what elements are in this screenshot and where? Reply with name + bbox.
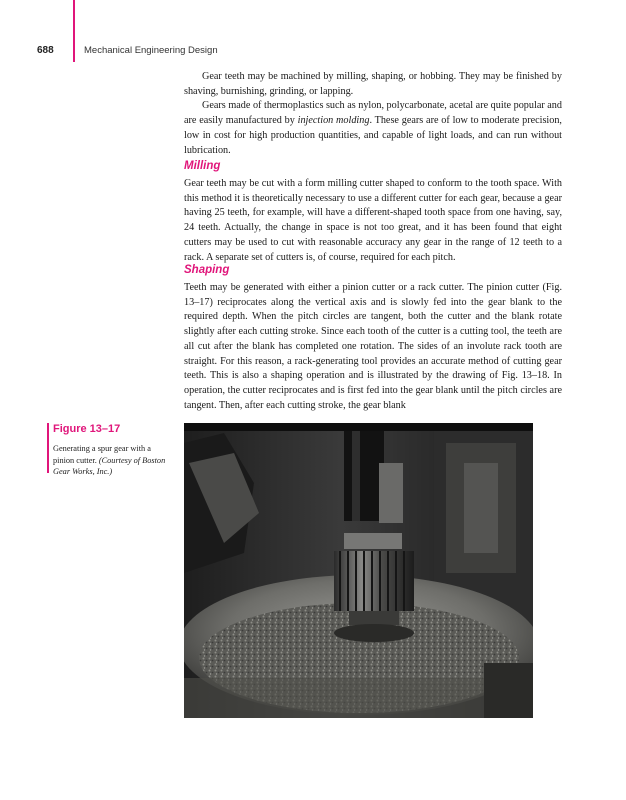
milling-text <box>184 177 562 265</box>
intro-p2-start: Gears made of thermoplastics such as nylon, polycarbonate, acetal are quite popular and are easily manufactured by <box>184 100 562 127</box>
figure-label: Figure 13–17 <box>53 423 121 435</box>
section-heading-shaping: Shaping <box>184 264 230 276</box>
section-heading-milling: Milling <box>184 160 221 172</box>
figure-caption <box>53 443 171 478</box>
intro-text <box>184 70 562 158</box>
header-rule <box>73 0 75 62</box>
gear-shaping-photo <box>184 423 533 718</box>
page-number: 688 <box>37 45 54 56</box>
intro-paragraph-2 <box>184 99 562 158</box>
milling-paragraph: Gear teeth may be cut with a form milling cutter shaped to conform to the tooth space. With this method it is theoretically necessary to use a different cutter for each gear, because a gear having 25 teeth, for example, will have a different-shaped tooth space from one having, say, 24 teeth. Actually, the change in space is not too great, and it has been found that eight cutters may be used to cut with reasonable accuracy any gear in the range of 12 teeth to a rack. A separate set of cutters is, of course, required for each pitch. <box>184 178 562 263</box>
figure-caption-text: Generating a spur gear with a pinion cutter. <box>53 444 151 465</box>
intro-p2-emphasis: injection molding <box>297 115 370 127</box>
figure-credit: (Courtesy of Boston Gear Works, Inc.) <box>53 455 166 476</box>
running-title: Mechanical Engineering Design <box>84 45 218 56</box>
figure-marker-bar <box>47 423 49 473</box>
shaping-text <box>184 281 562 413</box>
intro-paragraph-1: Gear teeth may be machined by milling, shaping, or hobbing. They may be finished by shaving, burnishing, grinding, or lapping. <box>184 71 562 97</box>
intro-p2-end: . These gears are of low to moderate precision, low in cost for high production quantities, and capable of light loads, and can run without lubrication. <box>184 115 562 156</box>
shaping-paragraph: Teeth may be generated with either a pinion cutter or a rack cutter. The pinion cutter (Fig. 13–17) reciprocates along the vertical axis and is slowly fed into the gear blank to the required depth. When the pitch circles are tangent, both the cutter and the blank rotate slightly after each cutting stroke. Since each tooth of the cutter is a cutting tool, the teeth are all cut after the blank has completed one rotation. The sides of an involute rack tooth are straight. For this reason, a rack-generating tool provides an accurate method of cutting gear teeth. This is also a shaping operation and is illustrated by the drawing of Fig. 13–18. In operation, the cutter reciprocates and is first fed into the gear blank until the pitch circles are tangent. Then, after each cutting stroke, the gear blank <box>184 282 562 411</box>
